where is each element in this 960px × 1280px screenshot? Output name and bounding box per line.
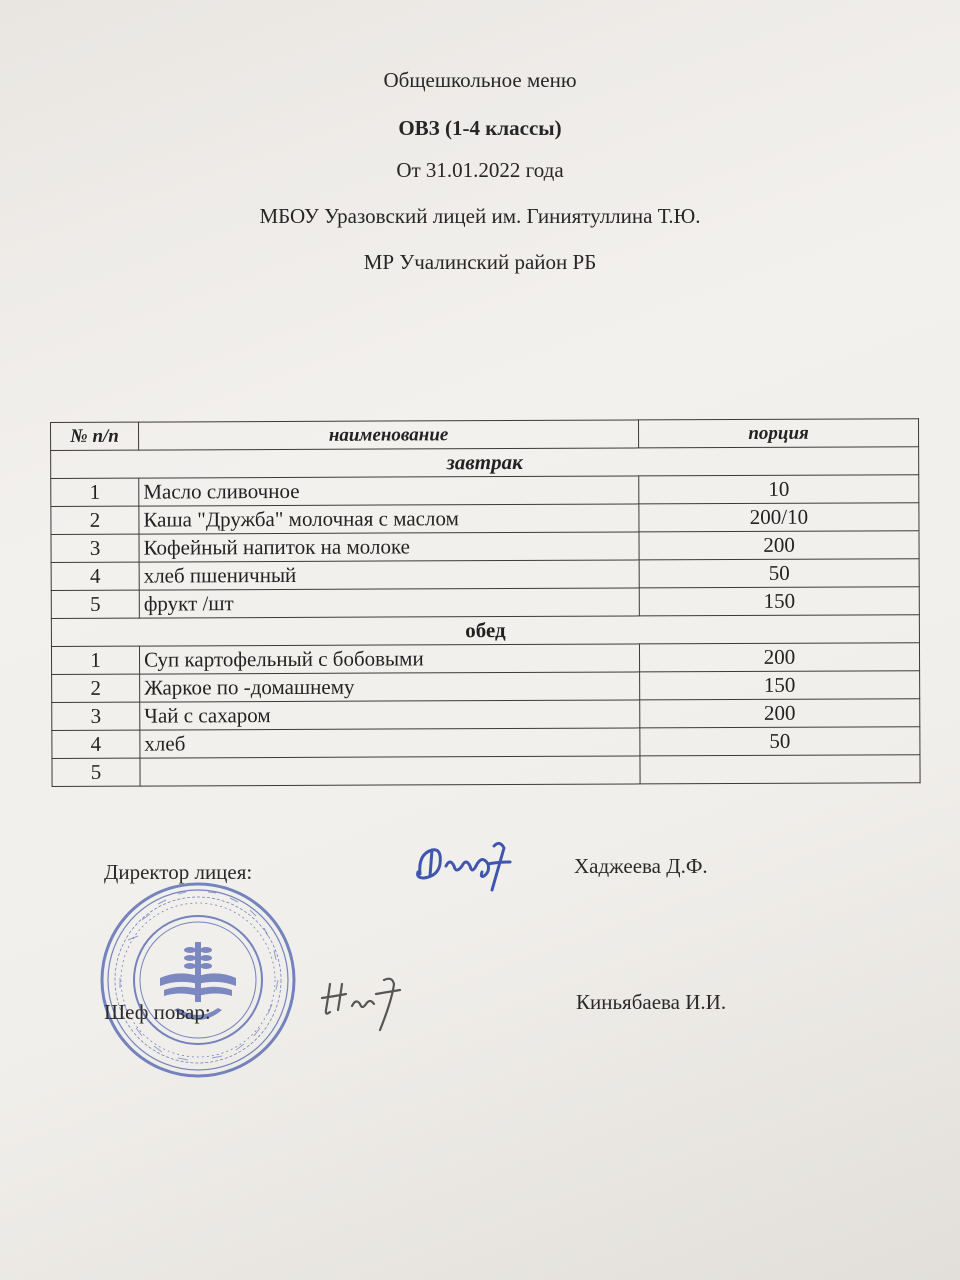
table-row [51, 643, 919, 675]
director-signature [410, 836, 520, 896]
row-num: 5 [51, 590, 139, 618]
row-name: Кофейный напиток на молоке [139, 532, 639, 562]
row-name: Масло сливочное [139, 476, 639, 506]
director-label: Директор лицея: [104, 860, 253, 884]
section-row [51, 615, 919, 647]
header-portion: порция [638, 419, 918, 448]
chef-label: Шеф повар: [104, 1000, 211, 1024]
table-header-row [51, 419, 919, 451]
row-num: 4 [51, 562, 139, 590]
table-row [52, 699, 920, 731]
table-row [51, 531, 919, 563]
row-name: Суп картофельный с бобовыми [139, 644, 639, 674]
header-title: Общешкольное меню [383, 68, 577, 92]
row-portion: 10 [639, 475, 919, 504]
row-portion: 200/10 [639, 503, 919, 532]
section-breakfast-title: завтрак [51, 447, 919, 479]
row-num: 4 [52, 730, 140, 758]
row-portion: 150 [639, 587, 919, 616]
header-district: МР Учалинский район РБ [363, 250, 597, 274]
section-row [51, 447, 919, 479]
row-portion: 50 [639, 559, 919, 588]
section-lunch-title: обед [51, 615, 919, 647]
row-num: 2 [51, 506, 139, 534]
header-subtitle: ОВЗ (1-4 классы) [398, 116, 562, 140]
table-row [51, 503, 919, 535]
row-num: 3 [51, 534, 139, 562]
menu-table [50, 418, 921, 787]
row-num: 2 [52, 674, 140, 702]
row-num: 5 [52, 758, 140, 786]
header-date: От 31.01.2022 года [396, 158, 564, 182]
row-portion: 200 [639, 531, 919, 560]
table-row [52, 671, 920, 703]
header-school: МБОУ Уразовский лицей им. Гиниятуллина Т.Ю. [259, 204, 701, 228]
table-row [51, 559, 919, 591]
school-stamp [98, 880, 298, 1080]
row-name: Жаркое по -домашнему [140, 672, 640, 702]
table-row [52, 727, 920, 759]
director-name: Хаджеева Д.Ф. [574, 854, 708, 878]
row-num: 1 [51, 478, 139, 506]
row-name: Каша "Дружба" молочная с маслом [139, 504, 639, 534]
row-name: хлеб [140, 728, 640, 758]
table-row [52, 755, 920, 787]
row-name: фрукт /шт [139, 588, 639, 618]
table-row [51, 475, 919, 507]
table-row [51, 587, 919, 619]
row-name: хлеб пшеничный [139, 560, 639, 590]
chef-signature [316, 970, 416, 1034]
row-portion: 50 [640, 727, 920, 756]
row-num: 1 [51, 646, 139, 674]
row-portion [640, 755, 920, 784]
header-name: наименование [139, 420, 639, 450]
row-portion: 200 [639, 643, 919, 672]
row-name [140, 756, 640, 786]
chef-name: Киньябаева И.И. [576, 990, 727, 1014]
row-portion: 200 [640, 699, 920, 728]
header-num: № п/п [51, 422, 139, 450]
row-name: Чай с сахаром [140, 700, 640, 730]
row-portion: 150 [640, 671, 920, 700]
row-num: 3 [52, 702, 140, 730]
